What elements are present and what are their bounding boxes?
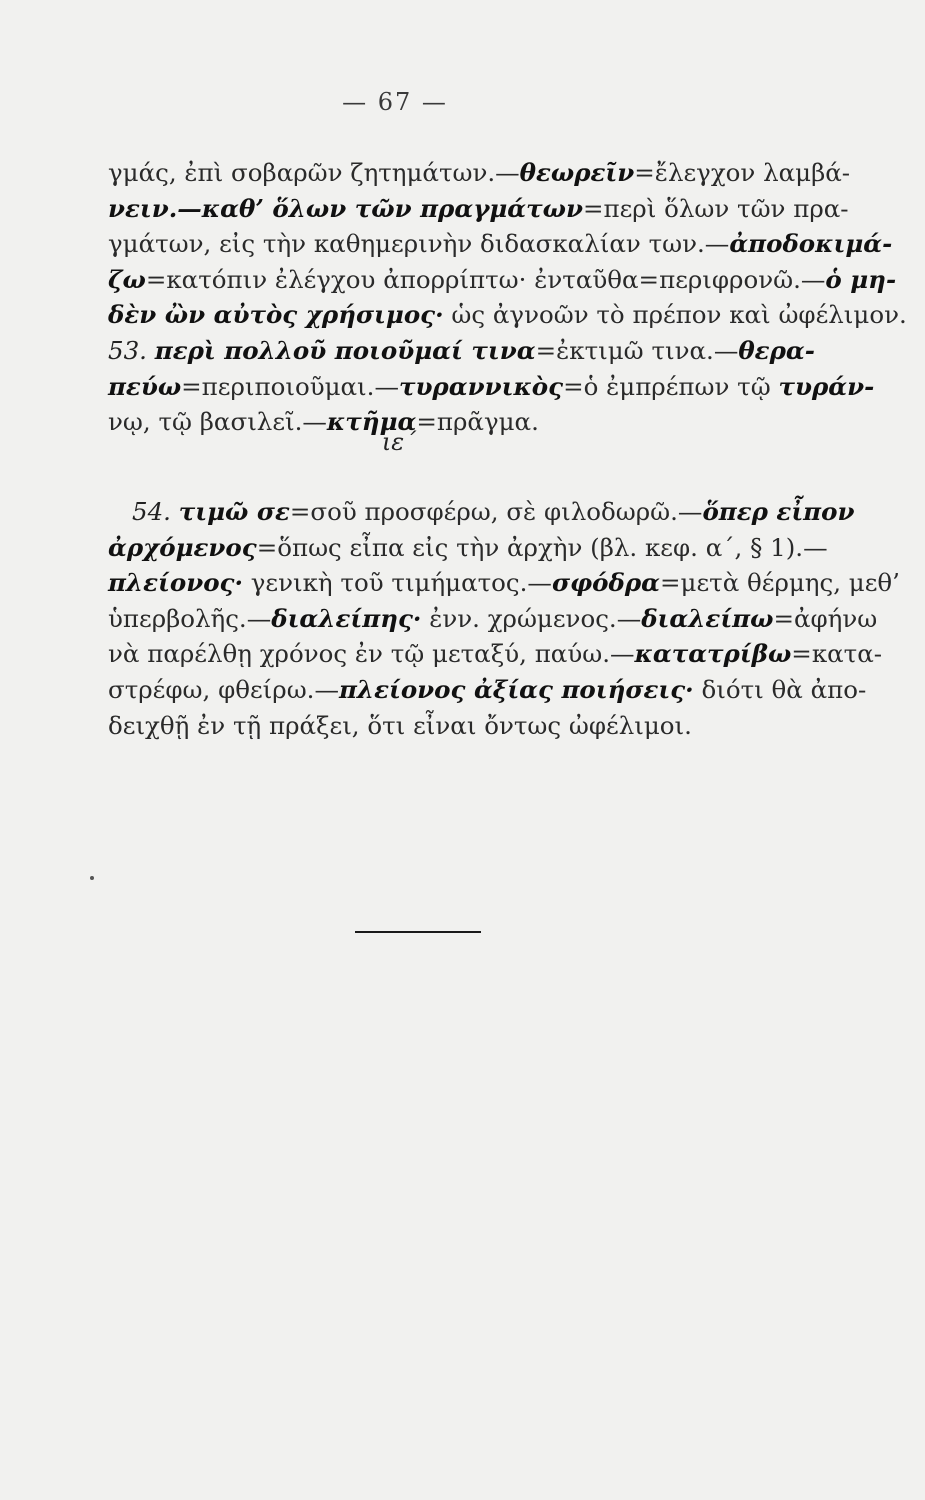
paragraph-number: 54. [132,497,179,526]
text-line [108,369,875,405]
glossary-term: περὶ πολλοῦ ποιοῦμαί τινα [154,335,536,365]
glossary-term: ὁ μη- [825,264,897,294]
section-heading: ιε΄ [381,428,417,456]
ink-speck [90,876,94,880]
definition-text: =ἐκτιμῶ τινα.— [535,335,739,365]
definition-text: =κατόπιν ἐλέγχου ἀπορρίπτω· ἐνταῦθα=περιφρονῶ.— [145,264,826,294]
definition-text: νὰ παρέλθῃ χρόνος ἐν τῷ μεταξύ, παύω.— [108,639,635,669]
glossary-term: πλείονος ἀξίας ποιήσεις· [338,674,694,704]
text-line [108,262,897,298]
definition-text: στρέφω, φθείρω.— [108,674,339,704]
page-number: — 67 — [342,88,448,116]
text-line [108,297,907,333]
glossary-term: νειν.—καθ’ ὅλων τῶν πραγμάτων [108,193,583,223]
text-line [108,672,867,708]
definition-text: =κατα- [791,639,883,669]
glossary-term: τυραννικὸς [398,371,564,401]
definition-text: =περιποιοῦμαι.— [181,371,399,401]
glossary-term: πεύω [108,371,182,401]
glossary-term: ἀποδοκιμά- [729,229,893,259]
glossary-term: διαλείπης· [271,603,422,633]
definition-text: =σοῦ προσφέρω, σὲ φιλοδωρῶ.— [289,497,703,526]
glossary-term: πλείονος· [108,568,243,598]
definition-text: =ἀφήνω [773,603,878,633]
glossary-term: τυράν- [778,371,875,401]
glossary-paragraph-53 [108,155,907,440]
definition-text: διότι θὰ ἀπο- [693,674,867,704]
definition-text: γμάτων, εἰς τὴν καθημερινὴν διδασκαλίαν των.— [108,229,730,259]
definition-text: γμάς, ἐπὶ σοβαρῶν ζητημάτων.— [108,158,520,187]
text-line [108,191,849,227]
definition-text: δειχθῇ ἐν τῇ πράξει, ὅτι εἶναι ὄντως ὠφέλιμοι. [108,710,692,740]
definition-text: =ὅπως εἶπα εἰς τὴν ἀρχὴν (βλ. κεφ. α΄, § 1).— [256,532,828,562]
glossary-term: δὲν ὢν αὐτὸς χρήσιμος· [108,300,444,330]
glossary-term: ζω [108,264,146,294]
text-line [108,530,828,566]
text-line [108,636,883,672]
glossary-term: θεωρεῖν [519,158,635,187]
glossary-term: τιμῶ σε [178,497,290,526]
text-line [108,494,855,530]
definition-text: γενικὴ τοῦ τιμήματος.— [243,568,552,598]
definition-text: ἐνν. χρώμενος.— [421,603,642,633]
text-line [108,565,900,601]
end-rule [355,931,481,933]
glossary-term: διαλείπω [641,603,774,633]
glossary-term: κτῆμα [326,407,417,437]
definition-text: =πρᾶγμα. [416,407,539,437]
text-line [108,708,780,744]
text-line [108,226,893,262]
definition-text: =ὁ ἐμπρέπων τῷ [563,371,779,401]
definition-text: =μετὰ θέρμης, μεθ’ [660,568,900,598]
definition-text: ὑπερβολῆς.— [108,603,272,633]
glossary-term: ὅπερ εἶπον [702,497,855,526]
glossary-term: σφόδρα [551,568,660,598]
definition-text: ὡς ἀγνοῶν τὸ πρέπον καὶ ὠφέλιμον. [443,300,907,330]
text-line [108,155,851,191]
glossary-term: θερα- [738,335,815,365]
glossary-term: ἀρχόμενος [108,532,257,562]
definition-text: =περὶ ὅλων τῶν πρα- [582,193,849,223]
definition-text: =ἔλεγχον λαμβά- [634,158,851,187]
text-line [108,333,815,369]
definition-text: νῳ, τῷ βασιλεῖ.— [108,407,327,437]
glossary-term: κατατρίβω [634,639,792,669]
paragraph-number: 53. [108,335,155,365]
text-line [108,601,878,637]
glossary-paragraph-54 [108,494,900,743]
